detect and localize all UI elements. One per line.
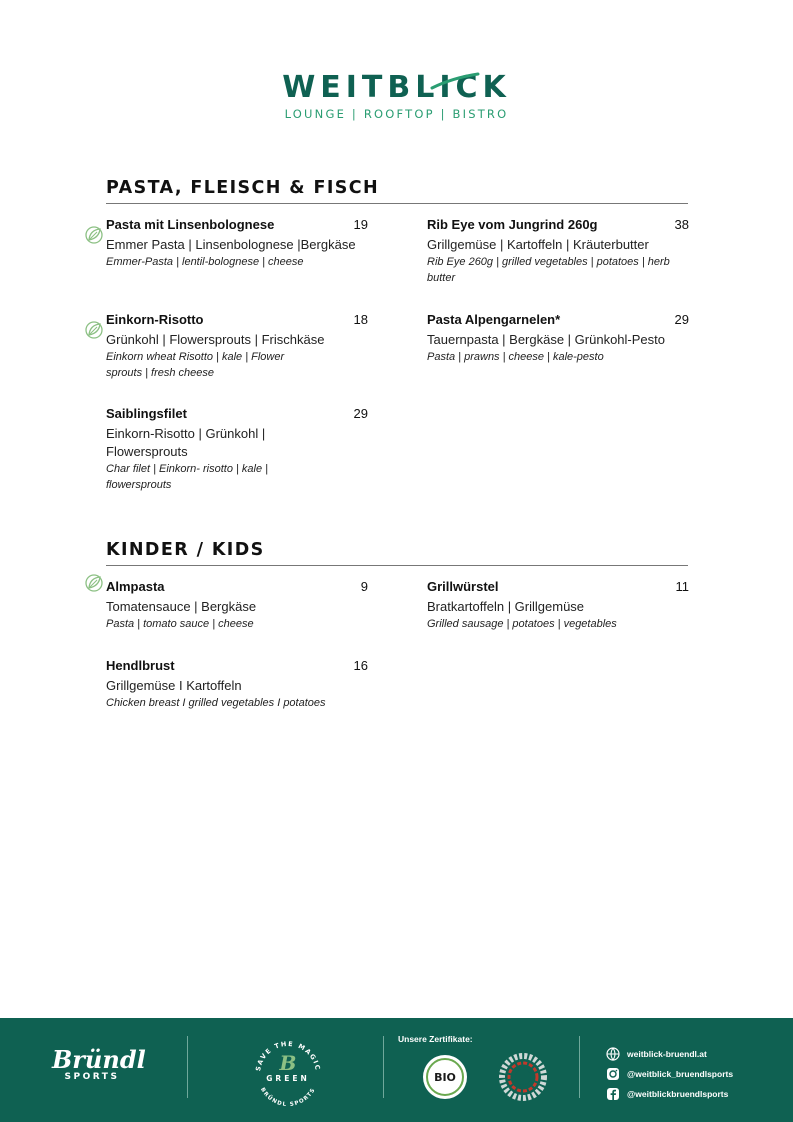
section-kinder-kids: [106, 540, 689, 709]
certificates-label: Unsere Zertifikate:: [398, 1034, 473, 1044]
instagram-icon: [606, 1067, 620, 1081]
vegetarian-leaf-icon: [84, 573, 104, 593]
menu-item: [427, 312, 689, 365]
svg-text:BRÜNDL SPORTS: [259, 1087, 317, 1108]
vegetarian-leaf-icon: [84, 320, 104, 340]
item-translation: Chicken breast I grilled vegetables I potatoes: [106, 697, 326, 709]
social-links: [606, 1044, 733, 1104]
item-description: Tauernpasta | Bergkäse | Grünkohl-Pesto: [427, 332, 665, 347]
item-translation: Pasta | prawns | cheese | kale-pesto: [427, 351, 604, 363]
item-price: 11: [675, 579, 689, 594]
item-name: Grillwürstel: [427, 579, 499, 594]
item-price: 29: [353, 406, 368, 421]
menu-item: [106, 217, 368, 270]
item-name: Hendlbrust: [106, 658, 175, 673]
website-link[interactable]: [606, 1044, 733, 1064]
instagram-handle: @weitblick_bruendlsports: [627, 1069, 734, 1079]
footer-divider: [579, 1036, 580, 1098]
menu-item: [106, 312, 368, 381]
green-bottom-text: BRÜNDL SPORTS: [259, 1086, 317, 1109]
green-word: GREEN: [266, 1074, 310, 1083]
weitblick-logo: [0, 70, 793, 121]
logo-tagline: LOUNGE | ROOFTOP | BISTRO: [284, 107, 509, 121]
facebook-icon: [606, 1087, 620, 1101]
item-name: Rib Eye vom Jungrind 260g: [427, 217, 598, 232]
bio-certificate-badge: [422, 1054, 468, 1100]
menu-item: [106, 658, 368, 711]
item-name: Almpasta: [106, 579, 165, 594]
bruendl-sports-logo: [52, 1045, 146, 1082]
vegetarian-leaf-icon: [84, 225, 104, 245]
section-title: PASTA, FLEISCH & FISCH: [106, 178, 688, 204]
save-the-magic-green-logo: [248, 1034, 328, 1114]
item-name: Pasta Alpengarnelen*: [427, 312, 561, 327]
item-price: 16: [353, 658, 368, 673]
certificate-ring-badge: [498, 1052, 548, 1102]
menu-item: [427, 579, 689, 632]
item-translation: Pasta | tomato sauce | cheese: [106, 618, 254, 630]
item-description: Tomatensauce | Bergkäse: [106, 599, 257, 614]
green-top-text: SAVE THE MAGIC: [254, 1039, 322, 1072]
website-text: weitblick-bruendl.at: [627, 1049, 707, 1059]
menu-item: [106, 406, 368, 493]
item-translation: Rib Eye 260g | grilled vegetables | potatoes | herb butter: [427, 256, 670, 284]
facebook-link[interactable]: [606, 1084, 733, 1104]
globe-icon: [606, 1047, 620, 1061]
brand-name: Bründl: [52, 1045, 146, 1074]
item-description: Bratkartoffeln | Grillgemüse: [427, 599, 585, 614]
menu-item: [106, 579, 368, 632]
item-price: 9: [360, 579, 368, 594]
item-price: 18: [353, 312, 368, 327]
footer-divider: [383, 1036, 384, 1098]
item-description: Emmer Pasta | Linsenbolognese |Bergkäse: [106, 237, 356, 252]
item-price: 19: [353, 217, 368, 232]
section-title: KINDER / KIDS: [106, 540, 688, 566]
item-description: Grünkohl | Flowersprouts | Frischkäse: [106, 332, 325, 347]
instagram-link[interactable]: [606, 1064, 733, 1084]
item-description: Grillgemüse | Kartoffeln | Kräuterbutter: [427, 237, 649, 252]
logo-wordmark: WEITBLICK: [282, 70, 511, 105]
bio-label: BIO: [434, 1071, 456, 1084]
item-translation: Einkorn wheat Risotto | kale | Flower sprouts | fresh cheese: [106, 351, 285, 379]
item-translation: Emmer-Pasta | lentil-bolognese | cheese: [106, 256, 304, 268]
item-price: 38: [674, 217, 689, 232]
item-description: Einkorn-Risotto | Grünkohl | Flowersprouts: [106, 426, 266, 459]
menu-item: [427, 217, 689, 286]
item-description: Grillgemüse I Kartoffeln: [106, 678, 242, 693]
green-letter: B: [279, 1051, 297, 1075]
facebook-handle: @weitblickbruendlsports: [627, 1089, 729, 1099]
footer-divider: [187, 1036, 188, 1098]
item-price: 29: [674, 312, 689, 327]
item-translation: Grilled sausage | potatoes | vegetables: [427, 618, 617, 630]
item-translation: Char filet | Einkorn- risotto | kale | flowersprouts: [106, 463, 269, 491]
section-pasta-fleisch-fisch: [106, 178, 689, 491]
item-name: Pasta mit Linsenbolognese: [106, 217, 275, 232]
brand-sub: SPORTS: [64, 1072, 120, 1082]
item-name: Einkorn-Risotto: [106, 312, 204, 327]
item-name: Saiblingsfilet: [106, 406, 187, 421]
footer: [0, 1018, 793, 1122]
